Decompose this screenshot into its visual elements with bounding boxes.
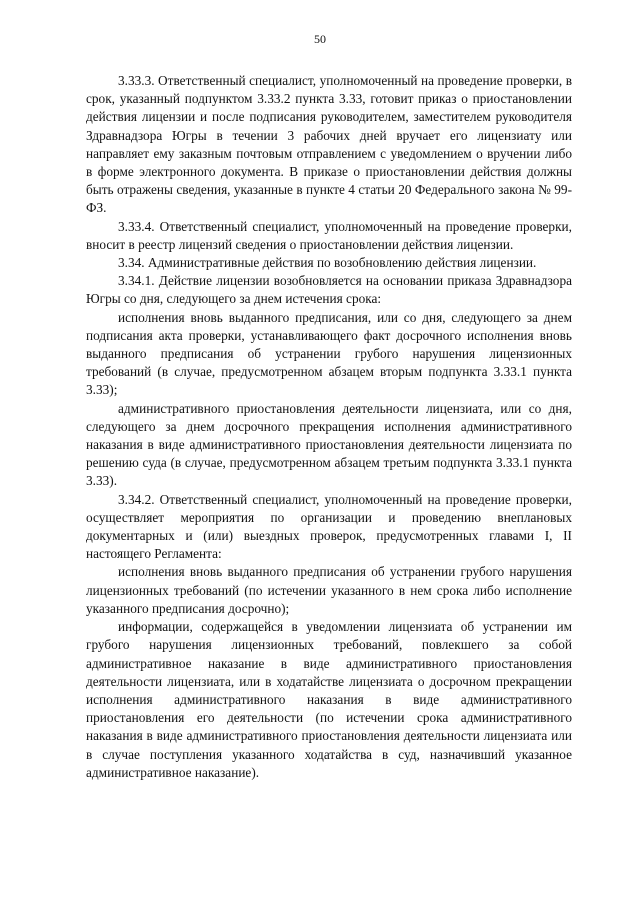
paragraph-3-33-3: 3.33.3. Ответственный специалист, уполномоченный на проведение проверки, в срок, указанный подпунктом 3.33.2 пункта 3.33, готовит приказ о приостановлении действия лицензии и после подписания руководителем, заместителем руководителя Здравнадзора Югры в течении 3 рабочих дней вручает его лицензиату или направляет ему заказным почтовым отправлением с уведомлением о вручении либо в форме электронного документа. В приказе о приостановлении действия должны быть отражены сведения, указанные в пункте 4 статьи 20 Федерального закона № 99-ФЗ. (86, 73, 572, 216)
paragraph-3-34-1-item-2: административного приостановления деятельности лицензиата, или со дня, следующего за днем досрочного прекращения исполнения административного наказания в виде административного приостановления деятельности лицензиата по решению суда (в случае, предусмотренном абзацем третьим подпункта 3.33.1 пункта 3.33). (86, 400, 572, 489)
paragraph-3-34-1-item-1: исполнения вновь выданного предписания, или со дня, следующего за днем подписания акта проверки, устанавливающего факт досрочного исполнения вновь выданного предписания об устранении грубого нарушения лицензионных требований (в случае, предусмотренном абзацем вторым подпункта 3.33.1 пункта 3.33); (86, 309, 572, 398)
document-body (86, 72, 572, 782)
page-number: 50 (314, 32, 326, 46)
paragraph-3-34-2: 3.34.2. Ответственный специалист, уполномоченный на проведение проверки, осуществляет мероприятия по организации и проведению внеплановых документарных и (или) выездных проверок, предусмотренных главами I, II настоящего Регламента: (86, 491, 572, 562)
paragraph-3-33-4: 3.33.4. Ответственный специалист, уполномоченный на проведение проверки, вносит в реестр лицензий сведения о приостановлении действия лицензии. (86, 218, 572, 252)
paragraph-3-34: 3.34. Административные действия по возобновлению действия лицензии. (118, 255, 537, 271)
paragraph-3-34-2-item-2: информации, содержащейся в уведомлении лицензиата об устранении им грубого нарушения лицензионных требований, повлекшего за собой административное наказание в виде административного приостановления деятельности лицензиата, или в ходатайстве лицензиата о досрочном прекращении исполнения административного наказания в виде административного приостановления его деятельности (по истечении срока административного наказания в виде административного приостановления деятельности лицензиата или в случае поступления указанного ходатайства в суд, назначивший указанное административное наказание). (86, 619, 572, 780)
paragraph-3-34-1: 3.34.1. Действие лицензии возобновляется на основании приказа Здравнадзора Югры со дня, следующего за днем истечения срока: (86, 273, 572, 307)
paragraph-3-34-2-item-1: исполнения вновь выданного предписания об устранении грубого нарушения лицензионных требований (по истечении указанного в нем срока либо исполнение указанного предписания досрочно); (86, 564, 572, 616)
